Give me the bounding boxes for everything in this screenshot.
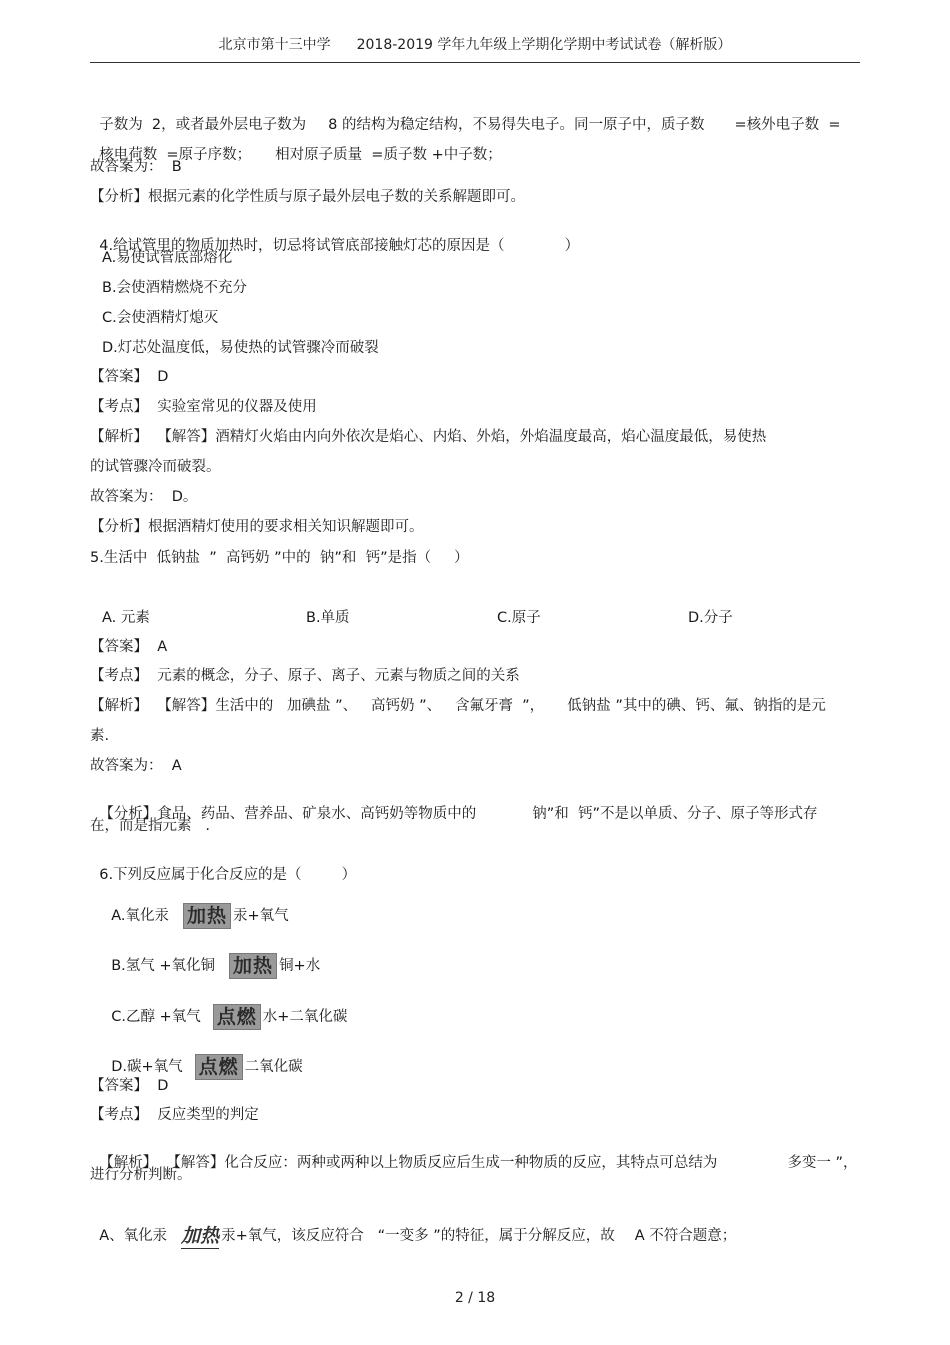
reactants: B.氢气 +氧化铜 <box>111 958 216 974</box>
answer-line: 故答案为： D。 <box>90 489 198 505</box>
text-segment: 汞+氧气，该反应符合 “一变多 ”的特征，属于分解反应，故 <box>221 1228 615 1244</box>
header-school: 北京市第十三中学 <box>218 37 331 53</box>
reaction-condition-ignite: 点燃 <box>195 1054 243 1080</box>
products: 水+二氧化碳 <box>262 1009 348 1025</box>
reaction-condition-heat: 加热 <box>181 1225 220 1247</box>
option-a: A. 元素 <box>102 610 150 626</box>
text-segment: 8 的结构为稳定结构，不易得失电子。同一原子中，质子数 <box>328 117 705 133</box>
analysis-line: 在，而是指元素 . <box>90 818 210 834</box>
header-title: 2018-2019 学年九年级上学期化学期中考试试卷（解析版） <box>356 37 732 53</box>
option-b <box>102 935 320 979</box>
question-text: 6.下列反应属于化合反应的是（ <box>99 867 302 883</box>
explanation-line: 的试管骤冷而破裂。 <box>90 459 221 475</box>
topic-line: 【考点】 元素的概念，分子、原子、离子、元素与物质之间的关系 <box>90 668 520 684</box>
question-5: 5.生活中 低钠盐 ” 高钙奶 ”中的 钠”和 钙”是指（ ） <box>90 550 469 566</box>
text-segment: 【解析】 【解答】化合反应：两种或两种以上物质反应后生成一种物质的反应，其特点可总结为 <box>99 1155 718 1171</box>
option-b: B.会使酒精燃烧不充分 <box>102 280 248 296</box>
answer-line: 故答案为： B <box>90 159 182 175</box>
option-d: D.灯芯处温度低，易使热的试管骤冷而破裂 <box>102 340 379 356</box>
option-a <box>102 885 289 929</box>
text-segment: 多变一 ”， <box>787 1155 858 1171</box>
option-c <box>102 986 347 1030</box>
analysis-line: 【分析】根据元素的化学性质与原子最外层电子数的关系解题即可。 <box>90 189 525 205</box>
answer-line: 故答案为： A <box>90 758 182 774</box>
question-text: 4.给试管里的物质加热时，切忌将试管底部接触灯芯的原因是（ <box>99 238 505 254</box>
page-header <box>0 34 950 54</box>
page-number: 2 / 18 <box>454 1290 496 1306</box>
option-c: C.会使酒精灯熄灭 <box>102 310 219 326</box>
products: 铜+水 <box>279 958 321 974</box>
explanation-line: 进行分析判断。 <box>90 1167 192 1183</box>
explanation-line: 【解析】 【解答】酒精灯火焰由内向外依次是焰心、内焰、外焰，外焰温度最高，焰心温度最低，易使热 <box>90 429 767 445</box>
question-paren: ） <box>564 238 580 254</box>
text-segment: 相对原子质量 =质子数 +中子数； <box>275 147 502 163</box>
reactants: A.氧化汞 <box>111 908 169 924</box>
reaction-condition-ignite: 点燃 <box>213 1004 261 1030</box>
reactants: D.碳+氧气 <box>111 1059 183 1075</box>
reaction-condition-heat: 加热 <box>183 903 231 929</box>
text-segment: 钠”和 钙”不是以单质、分子、原子等形式存 <box>532 806 818 822</box>
option-a: A.易使试管底部熔化 <box>102 250 233 266</box>
question-6 <box>90 848 356 884</box>
reactants: A、氧化汞 <box>99 1228 168 1244</box>
header-divider <box>90 62 860 63</box>
products: 汞+氧气 <box>233 908 289 924</box>
text-segment: 【分析】食品、药品、营养品、矿泉水、高钙奶等物质中的 <box>99 806 477 822</box>
text-segment: A 不符合题意； <box>634 1228 737 1244</box>
answer-line: 【答案】 A <box>90 639 168 655</box>
option-d: D.分子 <box>688 610 733 626</box>
text-segment: 子数为 2，或者最外层电子数为 <box>99 117 307 133</box>
option-d <box>102 1036 303 1080</box>
solution-line <box>90 1207 736 1247</box>
answer-line: 【答案】 D <box>90 369 169 385</box>
analysis-line: 【分析】根据酒精灯使用的要求相关知识解题即可。 <box>90 519 424 535</box>
text-segment: 核电荷数 =原子序数； <box>99 147 252 163</box>
option-b: B.单质 <box>306 610 350 626</box>
question-paren: ） <box>341 867 357 883</box>
reactants: C.乙醇 +氧气 <box>111 1009 201 1025</box>
products: 二氧化碳 <box>244 1059 303 1075</box>
explanation-line <box>90 1136 858 1172</box>
explanation-line: 【解析】 【解答】生活中的 加碘盐 ”、 高钙奶 ”、 含氟牙膏 ”， 低钠盐 ”其中的碘、钙、氟、钠指的是元 <box>90 698 826 714</box>
explanation-line: 素. <box>90 728 110 744</box>
topic-line: 【考点】 实验室常见的仪器及使用 <box>90 399 317 415</box>
answer-line: 【答案】 D <box>90 1078 169 1094</box>
option-c: C.原子 <box>497 610 541 626</box>
reaction-condition-heat: 加热 <box>229 953 277 979</box>
topic-line: 【考点】 反应类型的判定 <box>90 1107 259 1123</box>
text-segment: =核外电子数 = <box>734 117 841 133</box>
